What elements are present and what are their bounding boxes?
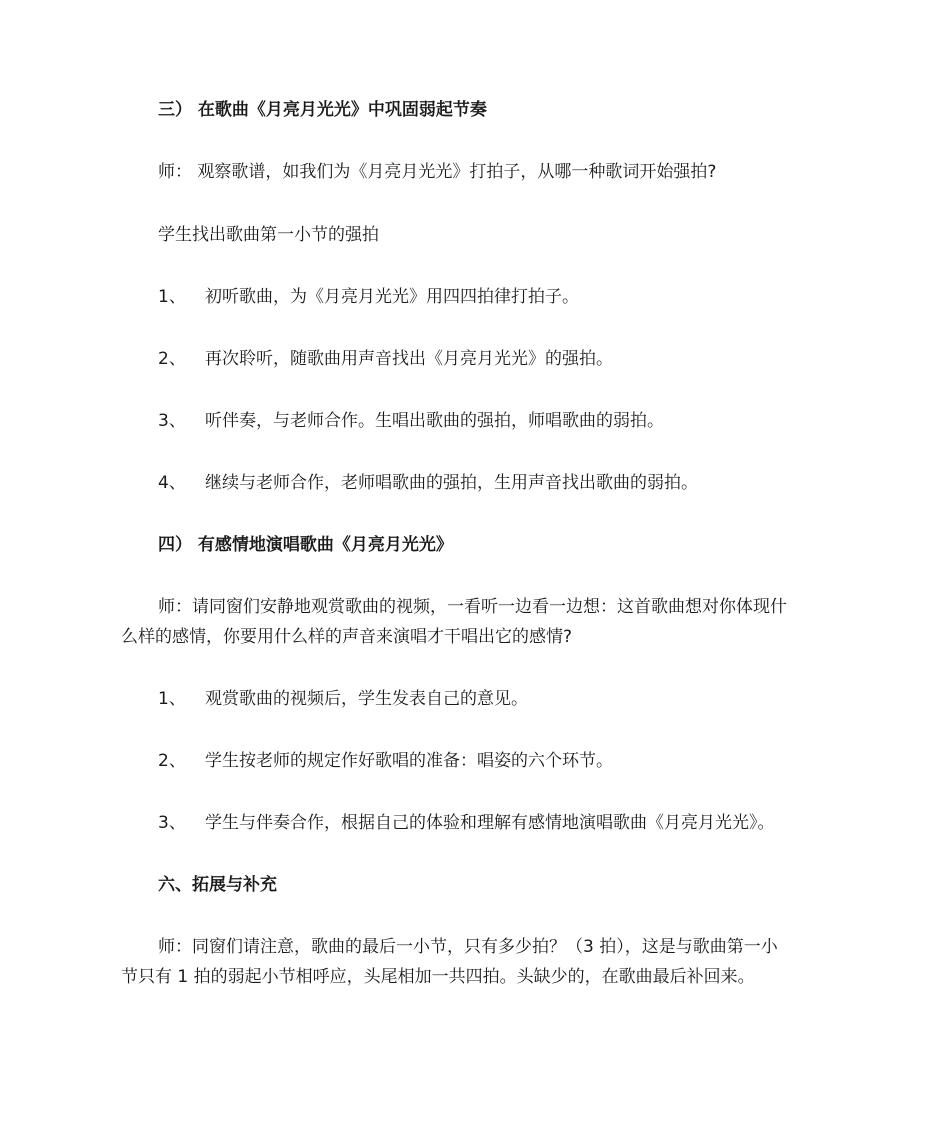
item-text: 观赏歌曲的视频后，学生发表自己的意见。: [205, 689, 528, 709]
section6-heading: 六、拓展与补充: [158, 875, 277, 895]
item-text: 继续与老师合作，老师唱歌曲的强拍，生用声音找出歌曲的弱拍。: [205, 473, 698, 493]
section3-list-item: [158, 349, 613, 369]
section3-heading: 三） 在歌曲《月亮月光光》中巩固弱起节奏: [158, 100, 487, 120]
item-text: 听伴奏，与老师合作。生唱出歌曲的强拍，师唱歌曲的弱拍。: [205, 411, 664, 431]
item-number: 1、: [158, 287, 186, 307]
item-number: 3、: [158, 411, 186, 431]
section3-teacher-question: 师： 观察歌谱，如我们为《月亮月光光》打拍子，从哪一种歌词开始强拍?: [158, 162, 717, 182]
item-text: 学生与伴奏合作，根据自己的体验和理解有感情地演唱歌曲《月亮月光光》。: [205, 813, 775, 833]
section4-teacher-line1: 师：请同窗们安静地观赏歌曲的视频，一看听一边看一边想：这首歌曲想对你体现什: [158, 597, 787, 617]
item-text: 再次聆听，随歌曲用声音找出《月亮月光光》的强拍。: [205, 349, 613, 369]
section4-list-item: [158, 751, 613, 771]
section4-list-item: [158, 813, 775, 833]
item-text: 初听歌曲，为《月亮月光光》用四四拍律打拍子。: [205, 287, 579, 307]
item-number: 2、: [158, 349, 186, 369]
section4-list-item: [158, 689, 528, 709]
item-text: 学生按老师的规定作好歌唱的准备：唱姿的六个环节。: [205, 751, 613, 771]
section3-list-item: [158, 411, 664, 431]
section3-student-task: 学生找出歌曲第一小节的强拍: [158, 225, 379, 245]
item-number: 4、: [158, 473, 186, 493]
section4-teacher-line2: 么样的感情，你要用什么样的声音来演唱才干唱出它的感情?: [121, 627, 573, 647]
item-number: 1、: [158, 689, 186, 709]
section4-heading: 四） 有感情地演唱歌曲《月亮月光光》: [158, 535, 453, 555]
item-number: 3、: [158, 813, 186, 833]
section6-teacher-line1: 师：同窗们请注意，歌曲的最后一小节，只有多少拍？（3 拍），这是与歌曲第一小: [158, 937, 778, 957]
item-number: 2、: [158, 751, 186, 771]
section3-list-item: [158, 473, 698, 493]
section3-list-item: [158, 287, 579, 307]
section6-teacher-line2: 节只有 1 拍的弱起小节相呼应，头尾相加一共四拍。头缺少的，在歌曲最后补回来。: [121, 967, 755, 987]
